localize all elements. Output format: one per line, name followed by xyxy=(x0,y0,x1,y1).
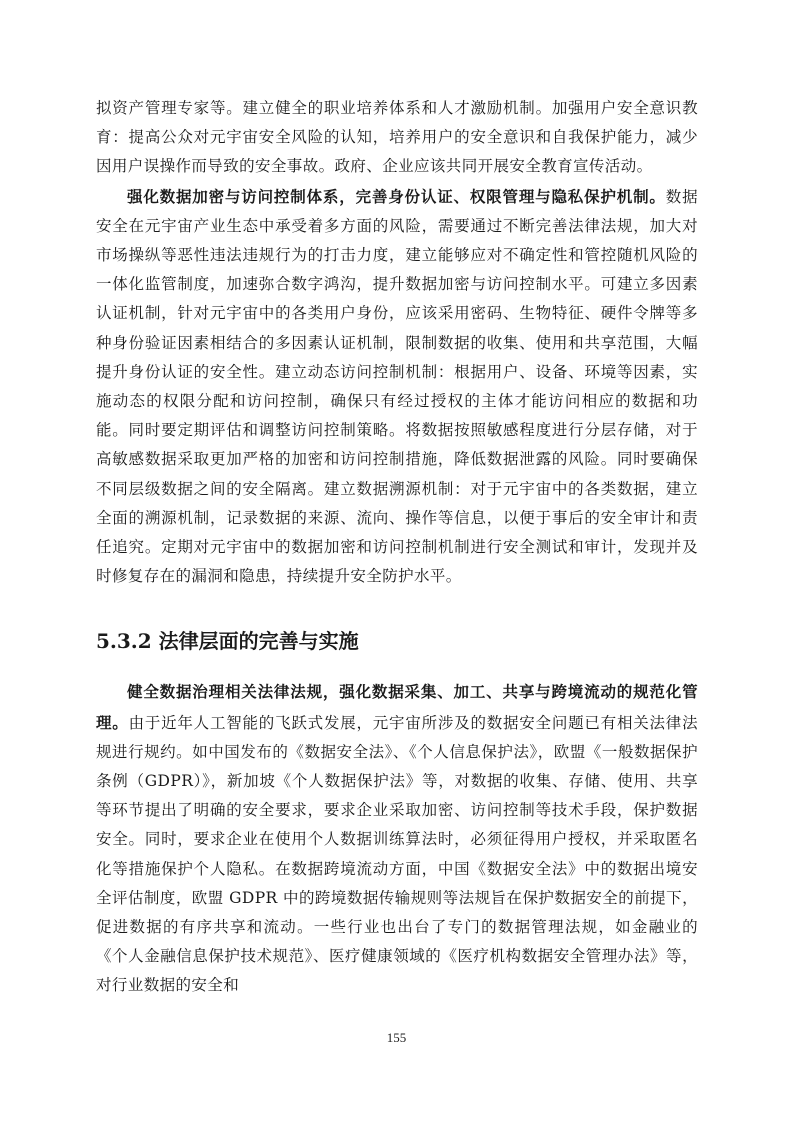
paragraph-1-text: 拟资产管理专家等。建立健全的职业培养体系和人才激励机制。加强用户安全意识教育：提高公众对元宇宙安全风险的认知，培养用户的安全意识和自我保护能力，减少因用户误操作而导致的安全事故。政府、企业应该共同开展安全教育宣传活动。 xyxy=(96,99,698,176)
document-body xyxy=(96,94,698,1001)
paragraph-3-text: 由于近年人工智能的飞跃式发展，元宇宙所涉及的数据安全问题已有相关法律法规进行规约。如中国发布的《数据安全法》、《个人信息保护法》，欧盟《一般数据保护条例（GDPR）》，新加坡《个人数据保护法》等，对数据的收集、存储、使用、共享等环节提出了明确的安全要求，要求企业采取加密、访问控制等技术手段，保护数据安全。同时，要求企业在使用个人数据训练算法时，必须征得用户授权，并采取匿名化等措施保护个人隐私。在数据跨境流动方面，中国《数据安全法》中的数据出境安全评估制度，欧盟 GDPR 中的跨境数据传输规则等法规旨在保护数据安全的前提下，促进数据的有序共享和流动。一些行业也出台了专门的数据管理法规，如金融业的《个人金融信息保护技术规范》、医疗健康领域的《医疗机构数据安全管理办法》等，对行业数据的安全和 xyxy=(96,713,698,995)
paragraph-2-text: 数据安全在元宇宙产业生态中承受着多方面的风险，需要通过不断完善法律法规，加大对市场操纵等恶性违法违规行为的打击力度，建立能够应对不确定性和管控随机风险的一体化监管制度，加速弥合数字鸿沟，提升数据加密与访问控制水平。可建立多因素认证机制，针对元宇宙中的各类用户身份，应该采用密码、生物特征、硬件令牌等多种身份验证因素相结合的多因素认证机制，限制数据的收集、使用和共享范围，大幅提升身份认证的安全性。建立动态访问控制机制：根据用户、设备、环境等因素，实施动态的权限分配和访问控制，确保只有经过授权的主体才能访问相应的数据和功能。同时要定期评估和调整访问控制策略。将数据按照敏感程度进行分层存储，对于高敏感数据采取更加严格的加密和访问控制措施，降低数据泄露的风险。同时要确保不同层级数据之间的安全隔离。建立数据溯源机制：对于元宇宙中的各类数据，建立全面的溯源机制，记录数据的来源、流向、操作等信息，以便于事后的安全审计和责任追究。定期对元宇宙中的数据加密和访问控制机制进行安全测试和审计，发现并及时修复存在的漏洞和隐患，持续提升安全防护水平。 xyxy=(96,187,698,586)
page-number: 155 xyxy=(386,1030,407,1045)
paragraph-3 xyxy=(96,677,698,1000)
section-heading: 5.3.2 法律层面的完善与实施 xyxy=(96,629,359,654)
paragraph-2 xyxy=(96,182,698,592)
paragraph-2-lead: 强化数据加密与访问控制体系，完善身份认证、权限管理与隐私保护机制。 xyxy=(127,186,666,206)
paragraph-1 xyxy=(96,94,698,182)
paragraph-3-lead: 健全数据治理相关法律法规，强化数据采集、加工、共享与跨境流动的规范化管理。 xyxy=(96,682,698,732)
